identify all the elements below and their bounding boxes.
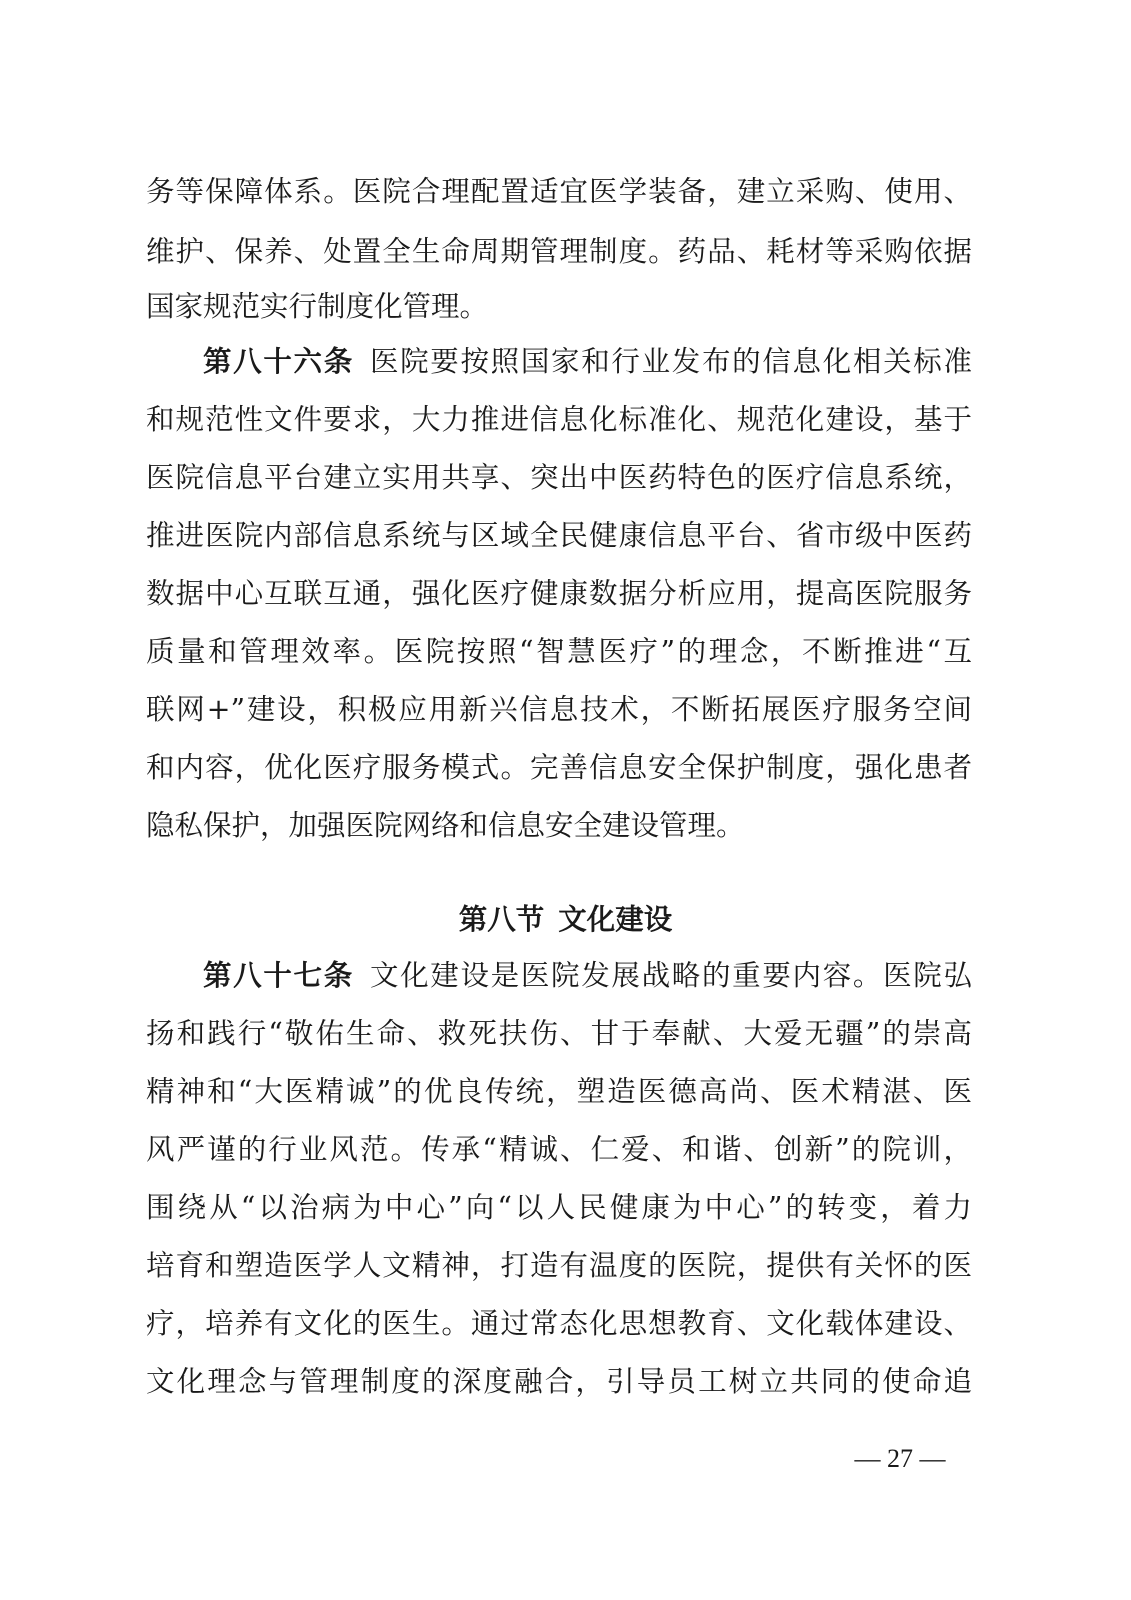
- section-number: 第八节: [458, 903, 545, 936]
- page-number: — 27 —: [854, 1444, 946, 1473]
- paragraph-line: 务等保障体系。医院合理配置适宜医学装备，建立采购、使用、: [146, 175, 972, 208]
- paragraph-line: 精神和“大医精诚”的优良传统，塑造医德高尚、医术精湛、医: [146, 1075, 972, 1108]
- article-86-label: 第八十六条: [203, 345, 354, 378]
- article-86-text: 医院要按照国家和行业发布的信息化相关标准: [369, 345, 972, 378]
- paragraph-line: 联网+”建设，积极应用新兴信息技术，不断拓展医疗服务空间: [146, 693, 972, 726]
- article-87-text: 文化建设是医院发展战略的重要内容。医院弘: [369, 959, 972, 992]
- article-87-label: 第八十七条: [203, 959, 354, 992]
- paragraph-line: 推进医院内部信息系统与区域全民健康信息平台、省市级中医药: [146, 519, 972, 552]
- paragraph-line: 扬和践行“敬佑生命、救死扶伤、甘于奉献、大爱无疆”的崇高: [146, 1017, 972, 1050]
- article-87-first-line: [203, 956, 972, 996]
- paragraph-line: 医院信息平台建立实用共享、突出中医药特色的医疗信息系统，: [146, 461, 972, 494]
- article-86-first-line: [203, 342, 972, 382]
- paragraph-line: 风严谨的行业风范。传承“精诚、仁爱、和谐、创新”的院训，: [146, 1133, 972, 1166]
- section-heading: [0, 898, 1131, 942]
- paragraph-line: 和规范性文件要求，大力推进信息化标准化、规范化建设，基于: [146, 403, 972, 436]
- paragraph-line: 质量和管理效率。医院按照“智慧医疗”的理念，不断推进“互: [146, 635, 972, 668]
- paragraph-line: 数据中心互联互通，强化医疗健康数据分析应用，提高医院服务: [146, 577, 972, 610]
- paragraph-line: 培育和塑造医学人文精神，打造有温度的医院，提供有关怀的医: [146, 1249, 972, 1282]
- section-title: 文化建设: [558, 903, 673, 936]
- paragraph-line: 文化理念与管理制度的深度融合，引导员工树立共同的使命追: [146, 1365, 972, 1398]
- paragraph-line: 隐私保护，加强医院网络和信息安全建设管理。: [146, 809, 745, 842]
- paragraph-line: 和内容，优化医疗服务模式。完善信息安全保护制度，强化患者: [146, 751, 972, 784]
- paragraph-line: 国家规范实行制度化管理。: [146, 290, 489, 323]
- paragraph-line: 围绕从“以治病为中心”向“以人民健康为中心”的转变，着力: [146, 1191, 972, 1224]
- paragraph-line: 维护、保养、处置全生命周期管理制度。药品、耗材等采购依据: [146, 235, 972, 268]
- paragraph-line: 疗，培养有文化的医生。通过常态化思想教育、文化载体建设、: [146, 1307, 972, 1340]
